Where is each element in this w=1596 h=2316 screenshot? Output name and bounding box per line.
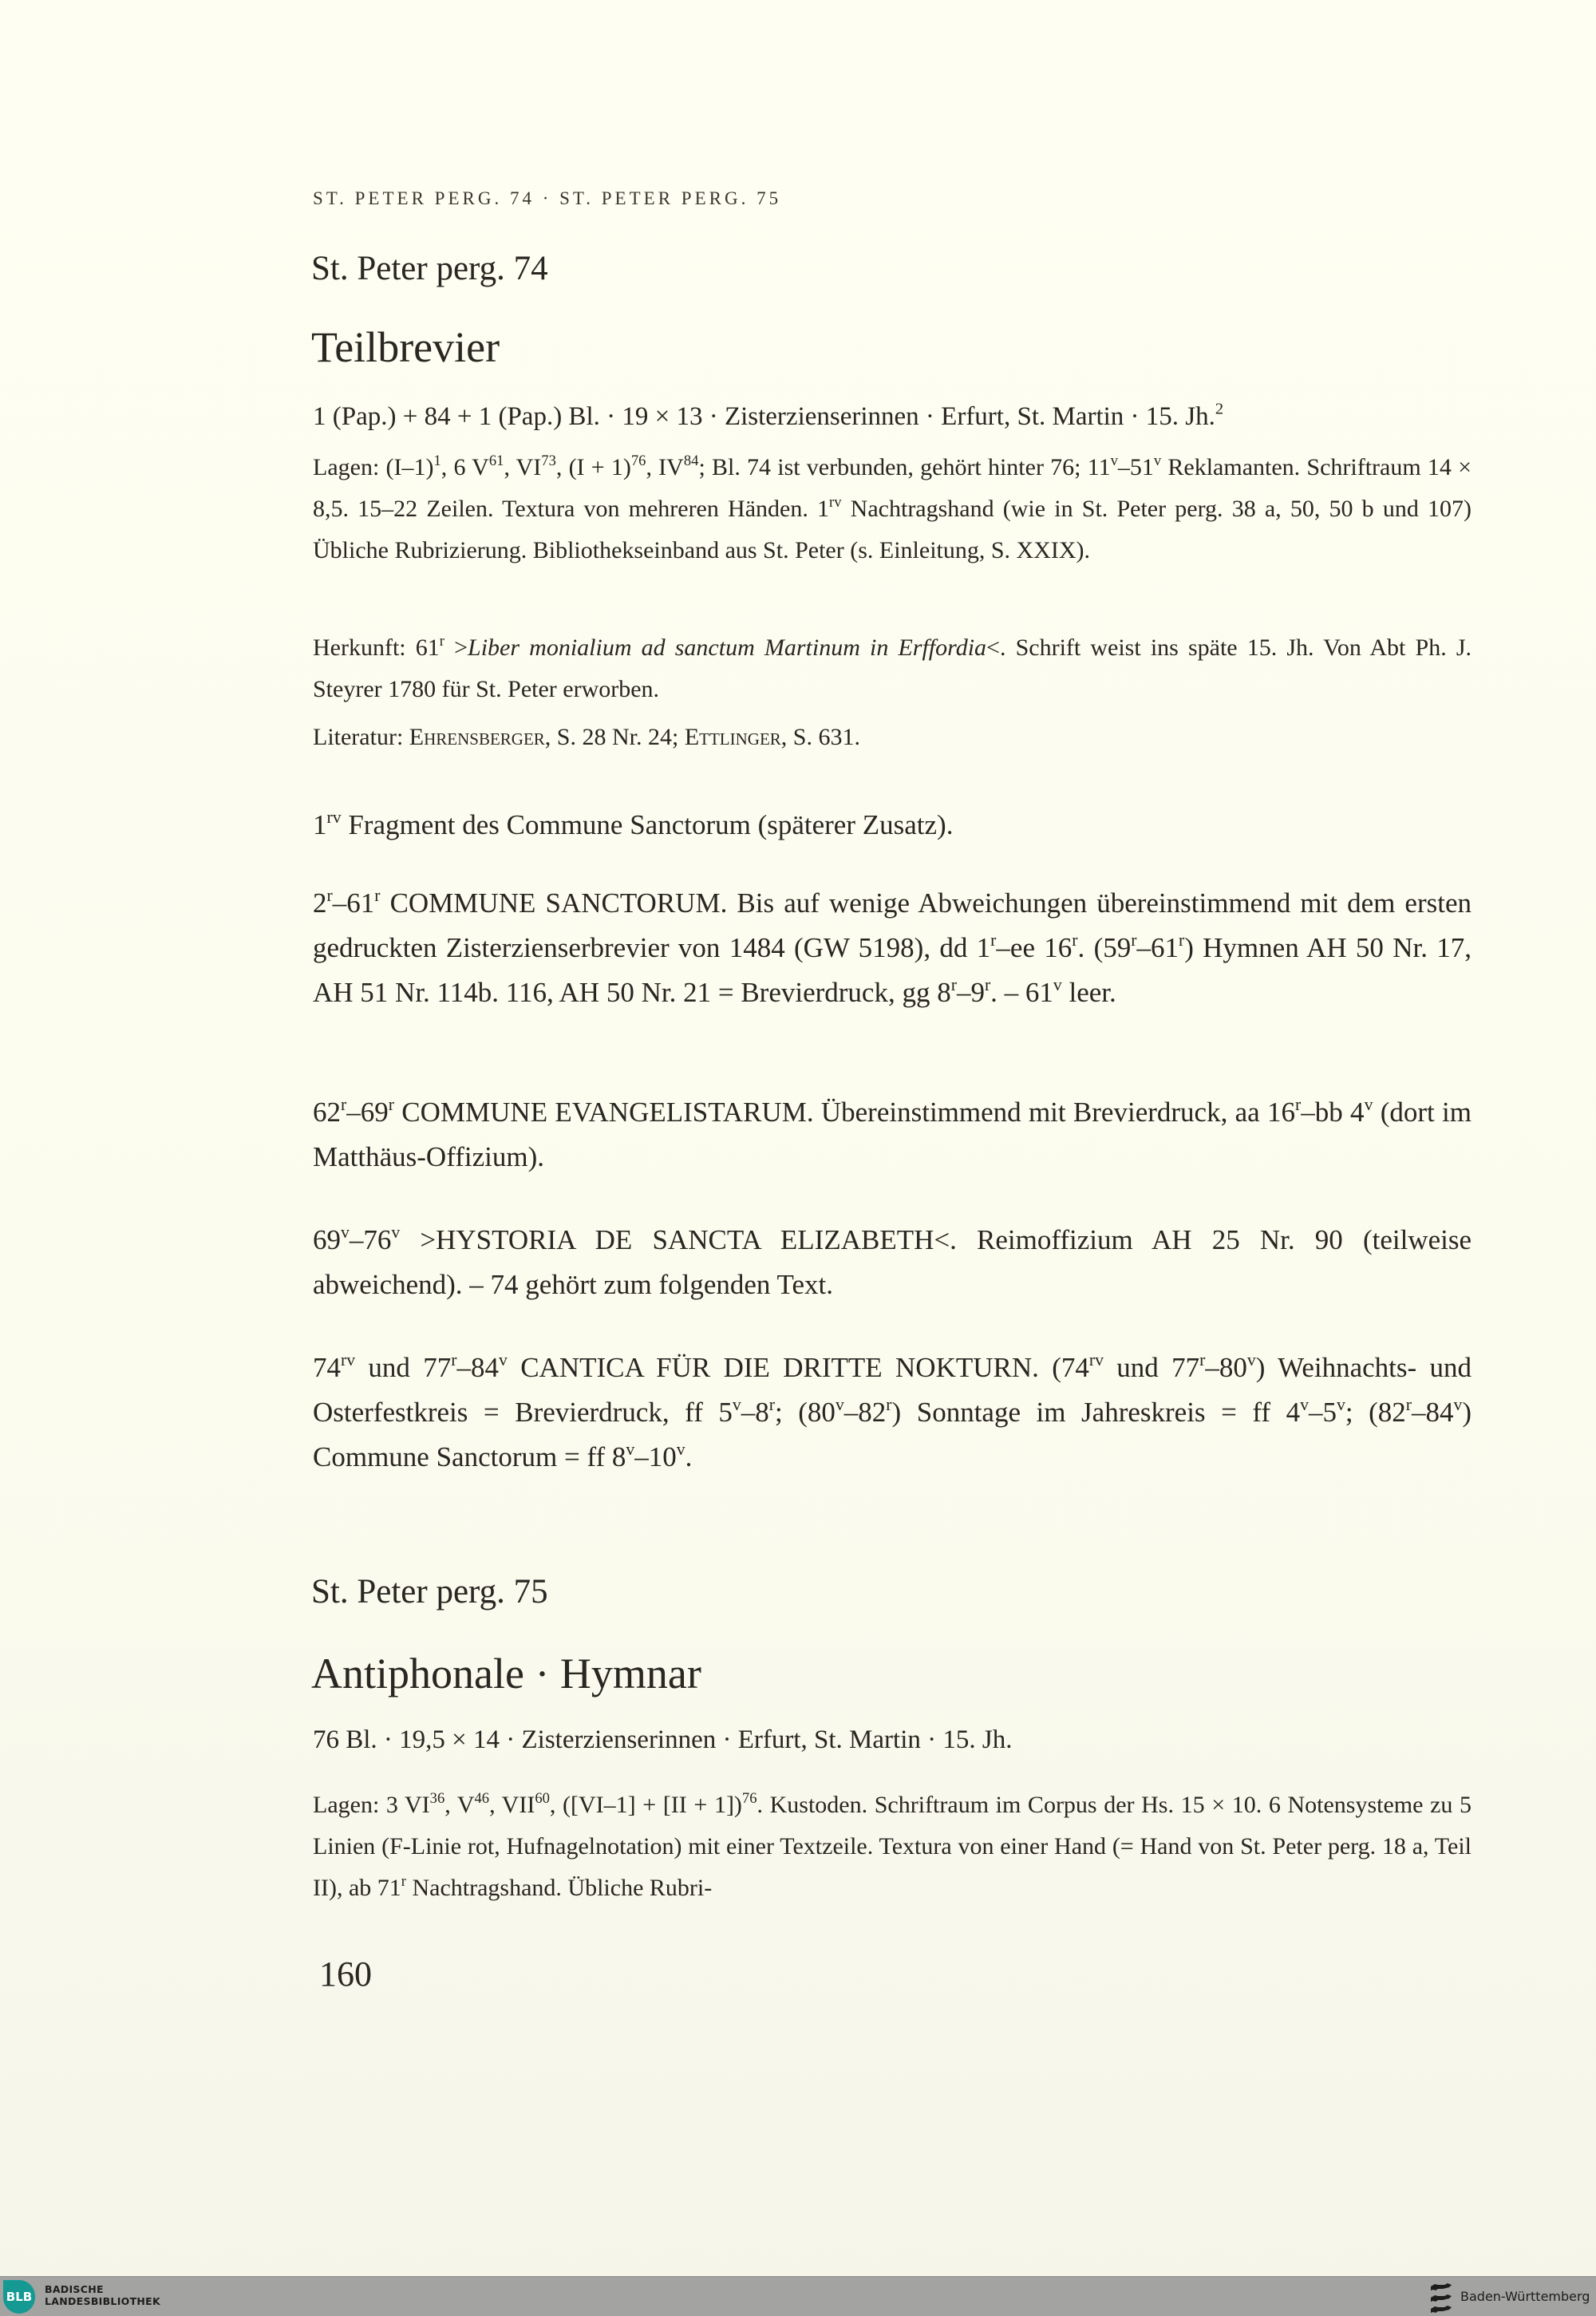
content-item [313, 881, 1472, 1015]
text-run: –9 [956, 977, 985, 1008]
lagen-label: Lagen: [313, 1792, 380, 1818]
text-run: > [444, 634, 468, 661]
sup: v [1153, 452, 1162, 469]
sup: v [391, 1222, 401, 1242]
text-run: COMMUNE SANCTORUM. Bis auf wenige Abweichungen übereinstimmend mit dem ersten gedruckten Zisterzienserbrevier von 1484 (GW 5198), dd 1 [313, 887, 1472, 963]
sup: r [388, 1094, 394, 1114]
text-run: leer. [1061, 977, 1116, 1008]
content-item [313, 1090, 1472, 1180]
sup: r [374, 885, 381, 905]
sup: r [401, 1872, 406, 1890]
library-name[interactable] [45, 2283, 160, 2307]
text-run: ) Sonntage im Jahreskreis = ff 4 [891, 1397, 1301, 1428]
text-run: ; Bl. 74 ist verbunden, gehört hinter 76; 11 [698, 454, 1111, 480]
text-run: COMMUNE EVANGELISTARUM. Übereinstimmend mit Brevierdruck, aa 16 [393, 1097, 1296, 1128]
text-run: >HYSTORIA DE SANCTA ELIZABETH<. Reimoffizium AH 25 Nr. 90 (teilweise abweichend). – 74 gehört zum folgenden Text. [313, 1224, 1472, 1300]
text-run: , (I + 1) [555, 454, 631, 480]
herkunft-paragraph [313, 627, 1472, 710]
state-name[interactable]: Baden-Württemberg [1460, 2289, 1590, 2304]
library-name-line1: BADISCHE [45, 2283, 104, 2295]
text-run: , S. 28 Nr. 24; [544, 724, 685, 750]
text-run: –bb 4 [1301, 1097, 1365, 1128]
text-run: 69 [313, 1224, 341, 1255]
sup: r [1199, 1350, 1206, 1369]
sup: v [1453, 1394, 1463, 1414]
sup: v [835, 1394, 844, 1414]
text-run: –82 [843, 1397, 887, 1428]
sup: v [1300, 1394, 1309, 1414]
text-run: , ([VI–1] + [II + 1]) [549, 1792, 742, 1818]
literatur-label: Literatur: [313, 724, 404, 750]
text-run: 1 [313, 809, 327, 840]
text-run: –76 [349, 1224, 392, 1255]
sup: 36 [429, 1789, 445, 1807]
content-item [313, 1218, 1472, 1307]
sup: rv [829, 493, 842, 511]
manuscript-description: 76 Bl. · 19,5 × 14 · Zisterzienserinnen · Erfurt, St. Martin · 15. Jh. [313, 1725, 1013, 1754]
text-run: <. Schrift weist ins späte 15. Jh. Von Abt Ph. J. Steyrer 1780 für St. Peter erworben. [313, 634, 1472, 702]
sup: r [1072, 930, 1078, 950]
running-head: ST. PETER PERG. 74 · ST. PETER PERG. 75 [313, 188, 782, 208]
text-run: , V [444, 1792, 475, 1818]
footnote-marker: 2 [1215, 400, 1224, 418]
content-item [313, 803, 1472, 848]
text-run: Nachtragshand (wie in St. Peter perg. 38 a, 50, 50 b und 107) Übliche Rubrizierung. Bibliothekseinband aus St. Peter (s. Einleitung, S. XXIX). [313, 496, 1472, 563]
page-number: 160 [319, 1954, 372, 1994]
sup: r [984, 974, 991, 994]
text-run: –10 [634, 1441, 677, 1472]
sup: r [990, 930, 997, 950]
text-run: , 6 V [440, 454, 489, 480]
sup: v [1110, 452, 1118, 469]
sup: r [950, 974, 957, 994]
text-run: und 77 [1103, 1352, 1200, 1383]
lagen-paragraph [313, 1784, 1472, 1909]
manuscript-title: Antiphonale · Hymnar [311, 1650, 701, 1697]
sup: r [451, 1350, 457, 1369]
sup: r [1295, 1094, 1302, 1114]
text-run: –51 [1117, 454, 1154, 480]
text-run: 2 [313, 887, 327, 919]
sup: 73 [541, 452, 556, 469]
author-ettlinger: Ettlinger [684, 724, 781, 750]
sup: r [439, 632, 444, 650]
text-run: 62 [313, 1097, 341, 1128]
sup: 76 [741, 1789, 757, 1807]
text-run: ; (82 [1345, 1397, 1406, 1428]
meta-text: 1 (Pap.) + 84 + 1 (Pap.) Bl. · 19 × 13 · Zisterzienserinnen · Erfurt, St. Martin · 15. Jh. [313, 402, 1215, 431]
sup: rv [1088, 1350, 1104, 1369]
sup: v [1336, 1394, 1345, 1414]
three-lions-crest-icon [1428, 2280, 1454, 2315]
text-run: Fragment des Commune Sanctorum (späterer Zusatz). [341, 809, 954, 840]
sup: r [768, 1394, 775, 1414]
sup: 61 [488, 452, 504, 469]
text-run: Nachtragshand. Übliche Rubri- [406, 1875, 713, 1901]
text-run: , IV [646, 454, 684, 480]
sup: 76 [630, 452, 646, 469]
text-run: ; (80 [775, 1397, 836, 1428]
herkunft-label: Herkunft: [313, 634, 406, 661]
sup: r [886, 1394, 892, 1414]
text-run: –80 [1205, 1352, 1247, 1383]
shelfmark-heading: St. Peter perg. 75 [311, 1573, 548, 1611]
sup: v [676, 1439, 685, 1459]
sup: r [341, 1094, 347, 1114]
sup: r [1131, 930, 1137, 950]
text-run: –61 [1136, 932, 1179, 963]
ownership-inscription: Liber monialium ad sanctum Martinum in Erffordia [468, 634, 987, 661]
blb-logo[interactable]: BLB [3, 2280, 35, 2314]
literatur-paragraph [313, 717, 1472, 758]
content-item [313, 1346, 1472, 1480]
footer-bar [0, 2276, 1596, 2316]
sup: rv [341, 1350, 356, 1369]
text-run: . [685, 1441, 693, 1472]
sup: 46 [474, 1789, 490, 1807]
text-run: ) Hymnen AH 50 Nr. 17, AH 51 Nr. 114b. 116, AH 50 Nr. 21 = Brevierdruck, gg 8 [313, 932, 1472, 1008]
text-run: und 77 [355, 1352, 452, 1383]
author-ehrensberger: Ehrensberger [409, 724, 545, 750]
text-run: 61 [405, 634, 440, 661]
manuscript-description [313, 402, 1478, 432]
sup: v [732, 1394, 741, 1414]
text-run: ) Weihnachts- und Osterfestkreis = Brevierdruck, ff 5 [313, 1352, 1472, 1428]
sup: v [626, 1439, 635, 1459]
text-run: (dort im Matthäus-Offizium). [313, 1097, 1472, 1172]
text-run: –84 [456, 1352, 500, 1383]
sup: v [1053, 974, 1062, 994]
text-run: . – 61 [990, 977, 1053, 1008]
text-run: , S. 631. [780, 724, 860, 750]
shelfmark-heading: St. Peter perg. 74 [311, 250, 548, 287]
text-run: , VI [504, 454, 542, 480]
text-run: CANTICA FÜR DIE DRITTE NOKTURN. (74 [507, 1352, 1089, 1383]
text-run: 3 VI [379, 1792, 430, 1818]
text-run: (I–1) [385, 454, 434, 480]
text-run: –84 [1412, 1397, 1454, 1428]
text-run: –61 [332, 887, 375, 919]
lagen-paragraph [313, 447, 1472, 571]
library-name-line2: LANDESBIBLIOTHEK [45, 2295, 160, 2307]
text-run: –8 [741, 1397, 769, 1428]
sup: r [1178, 930, 1185, 950]
text-run: –ee 16 [996, 932, 1073, 963]
text-run: . (59 [1077, 932, 1132, 963]
sup: 60 [535, 1789, 550, 1807]
lagen-label: Lagen: [313, 454, 380, 480]
text-run: ) Commune Sanctorum = ff 8 [313, 1397, 1472, 1472]
sup: v [1246, 1350, 1256, 1369]
sup: v [341, 1222, 350, 1242]
text-run: –69 [346, 1097, 389, 1128]
sup: r [326, 885, 333, 905]
text-run: –5 [1308, 1397, 1337, 1428]
text-run: Reklamanten. Schriftraum 14 × 8,5. 15–22 Zeilen. Textura von mehreren Händen. 1 [313, 454, 1472, 522]
text-run: . Kustoden. Schriftraum im Corpus der Hs. 15 × 10. 6 Notensysteme zu 5 Linien (F-Linie rot, Hufnagelnotation) mit einer Textzeile. Textura von einer Hand (= Hand von St. Peter perg. 18 a, Teil II), ab 71 [313, 1792, 1472, 1901]
sup: r [1405, 1394, 1412, 1414]
sup: v [499, 1350, 508, 1369]
manuscript-title: Teilbrevier [311, 323, 500, 371]
sup: 1 [433, 452, 441, 469]
sup: 84 [683, 452, 699, 469]
sup: v [1364, 1094, 1373, 1114]
text-run: 74 [313, 1352, 341, 1383]
sup: rv [326, 807, 342, 827]
text-run: , VII [489, 1792, 535, 1818]
